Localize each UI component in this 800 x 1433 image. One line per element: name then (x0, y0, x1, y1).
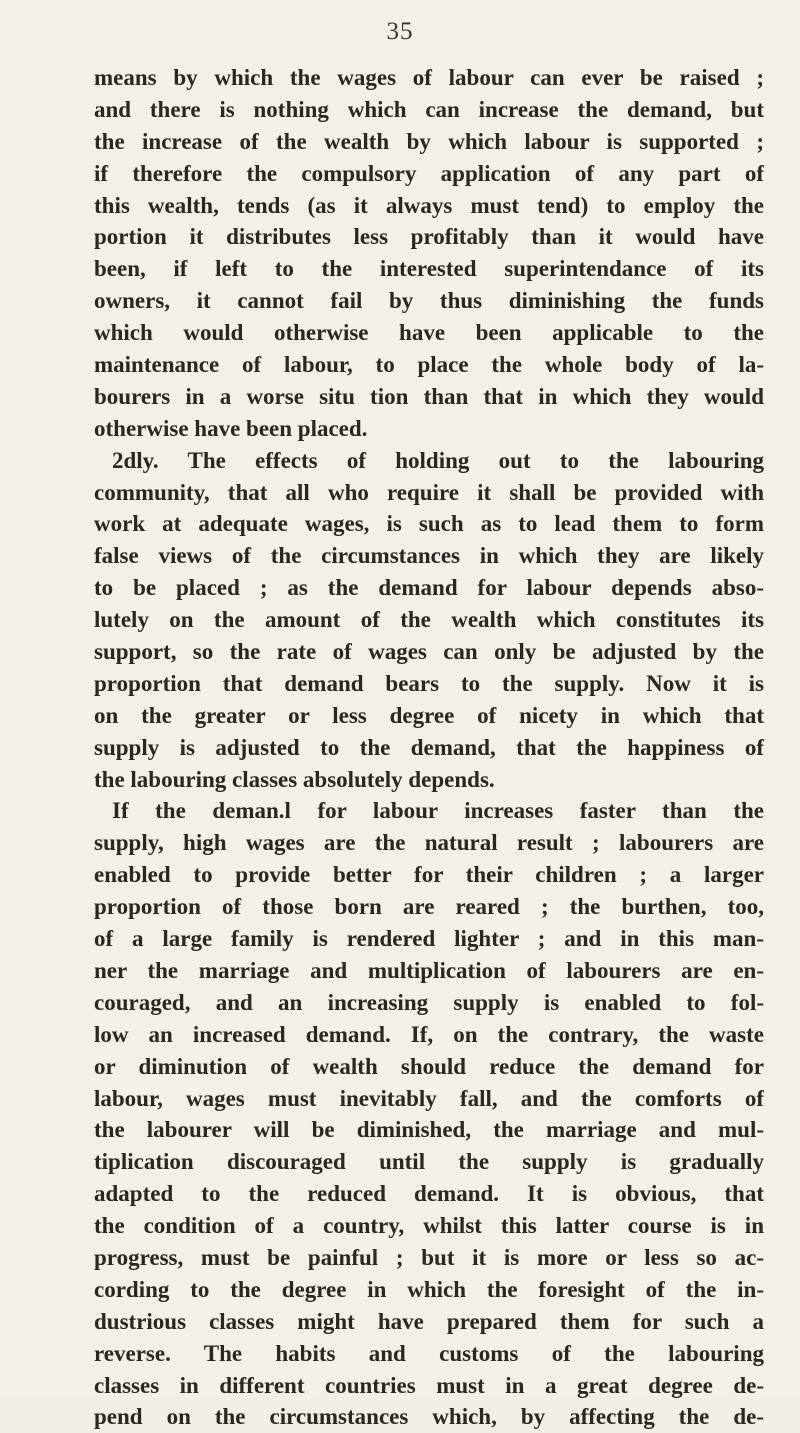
text-line: support, so the rate of wages can only be adjusted by the (94, 639, 764, 665)
text-line: otherwise have been placed. (94, 415, 368, 441)
text-line: lutely on the amount of the wealth which constitutes its (94, 607, 764, 633)
text-line: if therefore the compulsory application of any part of (94, 160, 764, 186)
text-line: low an increased demand. If, on the contrary, the waste (94, 1021, 764, 1047)
text-line: or diminution of wealth should reduce the demand for (94, 1053, 764, 1079)
text-line: the labouring classes absolutely depends. (94, 766, 495, 792)
text-line: proportion that demand bears to the supply. Now it is (94, 670, 764, 696)
text-line: portion it distributes less profitably than it would have (94, 224, 764, 250)
text-line: bourers in a worse situ tion than that in which they would (94, 383, 764, 409)
text-line: couraged, and an increasing supply is enabled to fol- (94, 989, 764, 1015)
text-line: progress, must be painful ; but it is more or less so ac- (94, 1244, 764, 1270)
text-line: community, that all who require it shall be provided with (94, 479, 764, 505)
text-line: cording to the degree in which the foresight of the in- (94, 1276, 764, 1302)
text-line: If the deman.l for labour increases faster than the (112, 798, 764, 824)
text-line: of a large family is rendered lighter ; and in this man- (94, 926, 764, 952)
text-line: to be placed ; as the demand for labour depends abso- (94, 575, 764, 601)
text-line: labour, wages must inevitably fall, and the comforts of (94, 1085, 764, 1111)
body-text (94, 62, 764, 1433)
text-line: this wealth, tends (as it always must tend) to employ the (94, 192, 764, 218)
text-line: reverse. The habits and customs of the labouring (94, 1340, 764, 1366)
text-line: false views of the circumstances in which they are likely (94, 543, 764, 569)
text-line: which would otherwise have been applicable to the (94, 320, 764, 346)
text-line: the labourer will be diminished, the marriage and mul- (94, 1117, 764, 1143)
text-line: the increase of the wealth by which labour is supported ; (94, 128, 764, 154)
text-line: owners, it cannot fail by thus diminishing the funds (94, 288, 764, 314)
page-number: 35 (386, 18, 414, 45)
text-line: ner the marriage and multiplication of labourers are en- (94, 957, 764, 983)
text-line: means by which the wages of labour can ever be raised ; (94, 65, 764, 90)
text-line: work at adequate wages, is such as to lead them to form (94, 511, 764, 537)
text-line: pend on the circumstances which, by affecting the de- (94, 1404, 764, 1430)
text-line: 2dly. The effects of holding out to the labouring (112, 447, 764, 473)
text-line: classes in different countries must in a great degree de- (94, 1372, 764, 1398)
text-line: supply, high wages are the natural result ; labourers are (94, 830, 764, 856)
text-line: dustrious classes might have prepared them for such a (94, 1308, 764, 1334)
text-line: and there is nothing which can increase the demand, but (94, 96, 764, 122)
text-line: on the greater or less degree of nicety in which that (94, 702, 764, 728)
text-line: been, if left to the interested superintendance of its (94, 256, 764, 282)
text-line: proportion of those born are reared ; the burthen, too, (94, 894, 764, 920)
text-line: tiplication discouraged until the supply is gradually (94, 1149, 764, 1175)
text-line: supply is adjusted to the demand, that the happiness of (94, 734, 764, 760)
text-line: enabled to provide better for their children ; a larger (94, 862, 764, 888)
text-line: maintenance of labour, to place the whole body of la- (94, 352, 764, 378)
text-line: adapted to the reduced demand. It is obvious, that (94, 1181, 764, 1207)
text-line: the condition of a country, whilst this latter course is in (94, 1213, 764, 1239)
